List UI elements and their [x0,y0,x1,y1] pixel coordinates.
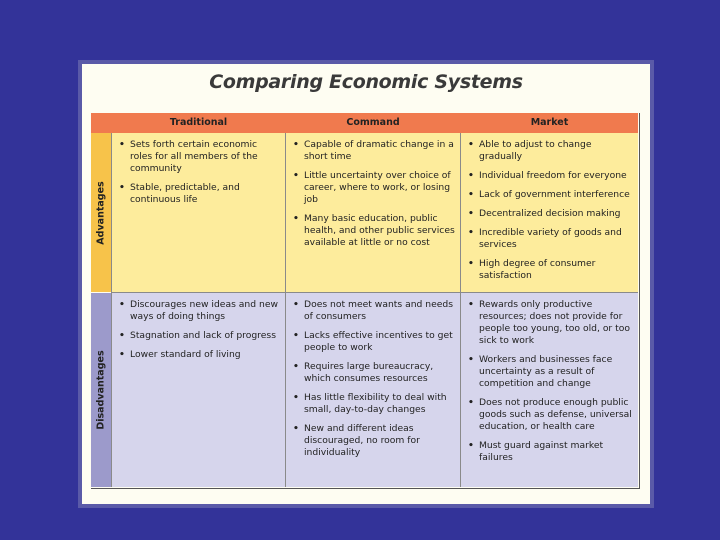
column-divider [460,133,461,487]
cell-disadvantages-traditional [112,293,285,487]
list-item: • New and different ideas discouraged, no room for individuality [293,423,456,459]
list-item: • Little uncertainty over choice of career, where to work, or losing job [293,170,456,206]
disadvantages-label: Disadvantages [95,350,107,430]
list-item: • Does not produce enough public goods such as defense, universal education, or health care [468,397,634,433]
list-item: • Does not meet wants and needs of consumers [293,299,456,323]
row-label-advantages [91,133,111,292]
row-label-disadvantages [91,293,111,487]
list-item: • Discourages new ideas and new ways of doing things [119,299,281,323]
list-item: • Stable, predictable, and continuous life [119,182,281,206]
list-item: • Lack of government interference [468,189,634,201]
row-divider [111,292,638,293]
cell-advantages-market [461,133,638,292]
header-market: Market [530,117,569,128]
header-traditional: Traditional [169,117,228,128]
comparison-table [91,113,640,489]
column-divider [285,133,286,487]
list-item: • Lower standard of living [119,349,281,361]
list-item: • Able to adjust to change gradually [468,139,634,163]
column-divider [111,133,112,487]
list-item: • Sets forth certain economic roles for all members of the community [119,139,281,175]
cell-disadvantages-market [461,293,638,487]
list-item: • Rewards only productive resources; does not provide for people too young, too old, or too sick to work [468,299,634,347]
cell-disadvantages-command [286,293,460,487]
cell-advantages-traditional [112,133,285,292]
list-item: • Workers and businesses face uncertainty as a result of competition and change [468,354,634,390]
list-item: • Many basic education, public health, and other public services available at little or no cost [293,213,456,249]
list-item: • Requires large bureaucracy, which consumes resources [293,361,456,385]
list-item: • High degree of consumer satisfaction [468,258,634,282]
list-item: • Incredible variety of goods and services [468,227,634,251]
list-item: • Decentralized decision making [468,208,634,220]
list-item: • Has little flexibility to deal with small, day-to-day changes [293,392,456,416]
header-command: Command [346,117,400,128]
figure-panel [82,64,650,504]
advantages-label: Advantages [95,180,107,245]
list-item: • Must guard against market failures [468,440,634,464]
list-item: • Capable of dramatic change in a short time [293,139,456,163]
list-item: • Individual freedom for everyone [468,170,634,182]
figure-title: Comparing Economic Systems [209,71,523,93]
table-header [91,113,638,134]
list-item: • Stagnation and lack of progress [119,330,281,342]
cell-advantages-command [286,133,460,292]
list-item: • Lacks effective incentives to get people to work [293,330,456,354]
